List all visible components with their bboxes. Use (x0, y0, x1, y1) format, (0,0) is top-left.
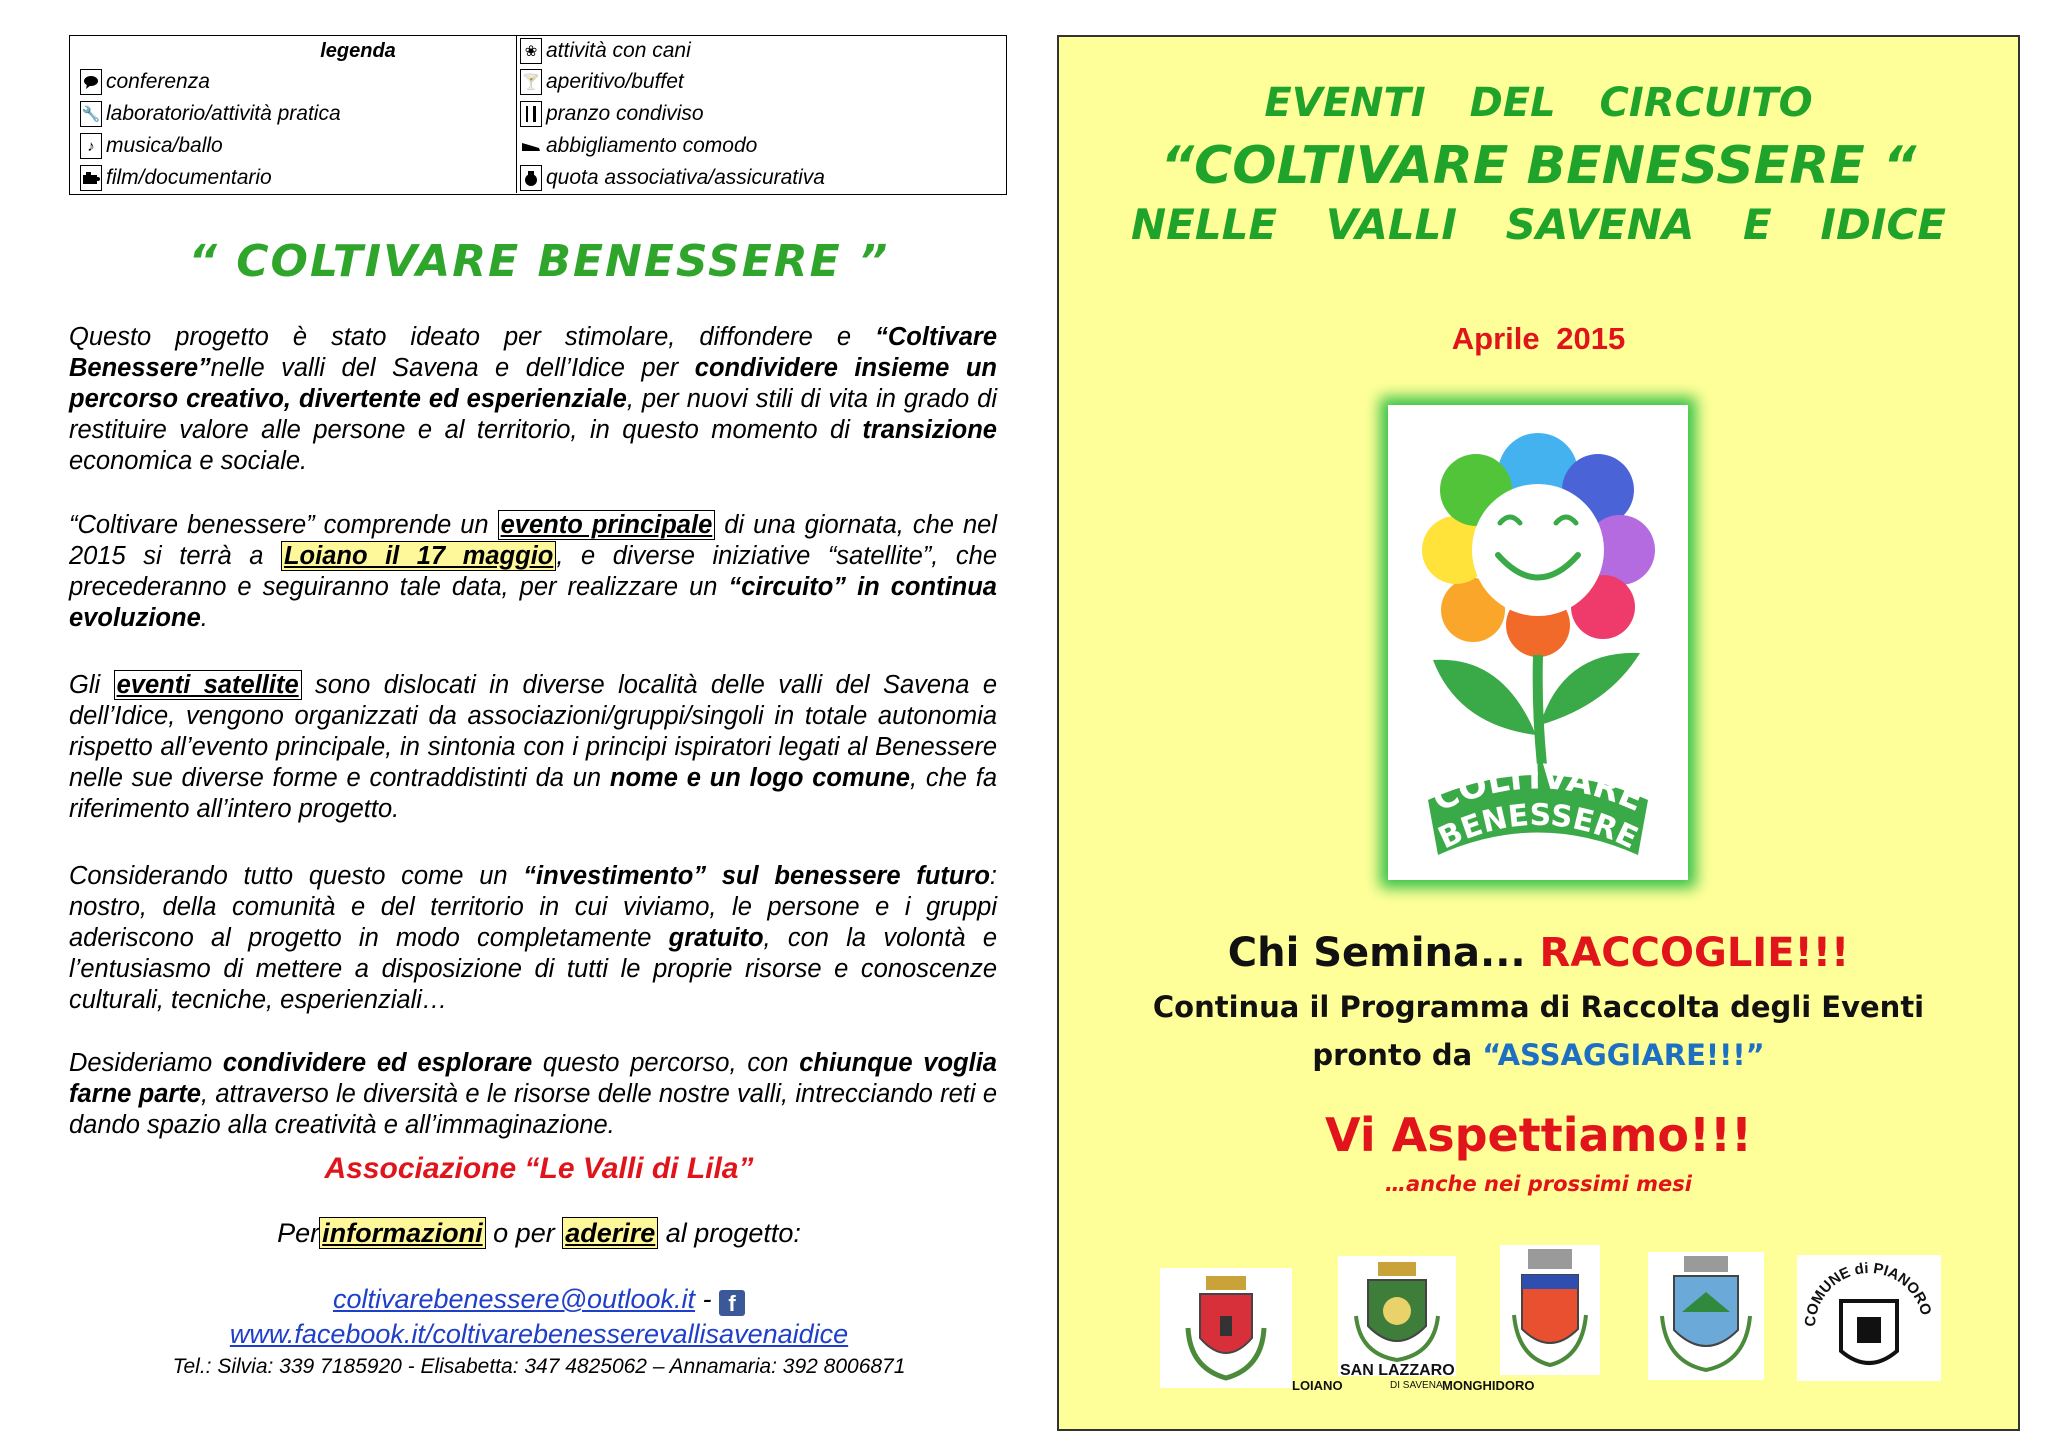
main-event-paragraph: “Coltivare benessere” comprende un evento principale di una giornata, che nel 2015 si terrà a Loiano il 17 maggio , e diverse iniziative “satellite”, che precederanno e seguiranno tale data, per realizzare un “circuito” in continua evoluzione. (69, 511, 998, 632)
san-lazzaro-sub-label: DI SAVENA (1390, 1380, 1443, 1391)
cocktail-glass-icon: 🍸 (520, 69, 542, 95)
association-name: Associazione “Le Valli di Lila” (324, 1152, 754, 1185)
next-months-line: …anche nei prossimi mesi (1384, 1172, 1692, 1196)
speech-bubble-icon (80, 69, 102, 95)
legend-item (520, 131, 757, 161)
pianoro-area-crest-icon (1648, 1252, 1764, 1380)
legend-label: laboratorio/attività pratica (106, 102, 341, 125)
legend-title: legenda (320, 40, 396, 62)
shoe-icon (520, 133, 542, 159)
legend-label: pranzo condiviso (546, 102, 704, 125)
slogan-line: Chi Semina... RACCOGLIE!!! (1227, 930, 1850, 976)
left-page-title: “ COLTIVARE BENESSERE ” (188, 236, 890, 287)
legend-item (520, 36, 691, 66)
music-note-icon: ♪ (80, 133, 102, 159)
monghidoro-crest-icon (1500, 1245, 1600, 1375)
san-lazzaro-crest-icon (1338, 1256, 1456, 1376)
email-line: coltivarebenessere@outlook.it - f (69, 1284, 1009, 1316)
cutlery-icon (520, 101, 542, 127)
facebook-icon[interactable]: f (719, 1290, 745, 1316)
info-line: Per informazioni o per aderire al progetto: (277, 1218, 801, 1248)
coltivare-benessere-logo (1388, 405, 1688, 880)
money-bag-icon (520, 165, 542, 191)
paw-icon: ❀ (520, 38, 542, 64)
circuit-title-line2: “COLTIVARE BENESSERE “ (1160, 136, 1917, 196)
legend-label: musica/ballo (106, 134, 223, 157)
email-link[interactable]: coltivarebenessere@outlook.it (332, 1284, 696, 1314)
main-event-highlight: evento principale (498, 510, 716, 540)
info-highlight: informazioni (319, 1217, 486, 1249)
legend-label: abbigliamento comodo (546, 134, 758, 157)
legend-box (69, 35, 1007, 195)
pianoro-label: COMUNE di PIANORO (1801, 1259, 1935, 1328)
satellite-highlight: eventi satellite (114, 670, 302, 700)
join-highlight: aderire (562, 1217, 658, 1249)
facebook-link[interactable]: www.facebook.it/coltivarebenesserevallisavenaidice (229, 1319, 849, 1349)
monghidoro-label: MONGHIDORO (1442, 1378, 1535, 1393)
san-lazzaro-label: SAN LAZZARO (1340, 1362, 1455, 1379)
legend-divider (516, 36, 517, 193)
legend-item (80, 99, 341, 129)
loiano-crest-icon (1160, 1268, 1292, 1388)
circuit-title-line3: NELLE VALLI SAVENA E IDICE (1131, 200, 1946, 249)
legend-item (520, 99, 704, 129)
phone-contacts: Tel.: Silvia: 339 7185920 - Elisabetta: 347 4825062 – Annamaria: 392 8006871 (172, 1355, 906, 1378)
legend-label: aperitivo/buffet (546, 70, 684, 93)
continue-line: Continua il Programma di Raccolta degli Eventi (1152, 990, 1925, 1024)
welcome-line: Vi Aspettiamo!!! (1325, 1108, 1752, 1162)
facebook-line (69, 1319, 1009, 1350)
legend-label: attività con cani (546, 39, 691, 62)
closing-paragraph: Desideriamo condividere ed esplorare questo percorso, con chiunque voglia farne parte, attraverso le diversità e le risorse delle nostre valli, intrecciando reti e dando spazio alla creatività e all’immaginazione. (69, 1049, 998, 1139)
legend-label: film/documentario (106, 166, 272, 189)
circuit-title-line1: EVENTI DEL CIRCUITO (1264, 80, 1813, 126)
smiling-flower-icon (1388, 405, 1688, 880)
legend-item (520, 163, 825, 193)
date-highlight: Loiano il 17 maggio (281, 541, 556, 571)
legend-item (80, 163, 272, 193)
logo-text-1: COLTIVARE (1426, 757, 1650, 820)
taste-line: pronto da “ASSAGGIARE!!!” (1312, 1038, 1765, 1072)
camera-icon (80, 165, 102, 191)
legend-item (80, 67, 210, 97)
satellite-paragraph: Gli eventi satellite sono dislocati in diverse località delle valli del Savena e dell’Idice, vengono organizzati da associazioni/gruppi/singoli in totale autonomia rispetto all’evento principale, in sintonia con i principi ispiratori legati al Benessere nelle sue diverse forme e contraddistinti da un nome e un logo comune, che fa riferimento all’intero progetto. (69, 671, 998, 823)
logo-text-2: BENESSERE (1433, 797, 1644, 857)
legend-item (80, 131, 223, 161)
legend-label: quota associativa/assicurativa (546, 166, 825, 189)
pianoro-crest-icon (1797, 1255, 1941, 1381)
intro-paragraph: Questo progetto è stato ideato per stimolare, diffondere e “Coltivare Benessere”nelle valli del Savena e dell’Idice per condividere insieme un percorso creativo, divertente ed esperienziale, per nuovi stili di vita in grado di restituire valore alle persone e al territorio, in questo momento di transizione economica e sociale. (69, 323, 998, 475)
investment-paragraph: Considerando tutto questo come un “investimento” sul benessere futuro: nostro, della comunità e del territorio in cui viviamo, le persone e i gruppi aderiscono al progetto in modo completamente gratuito, con la volontà e l’entusiasmo di mettere a disposizione di tutti le proprie risorse e conoscenze culturali, tecniche, esperienziali… (69, 862, 997, 1014)
month-label: Aprile 2015 (1451, 321, 1626, 356)
legend-label: conferenza (106, 70, 210, 93)
legend-item (520, 67, 684, 97)
wrench-icon: 🔧 (80, 101, 102, 127)
loiano-label: LOIANO (1292, 1378, 1343, 1393)
